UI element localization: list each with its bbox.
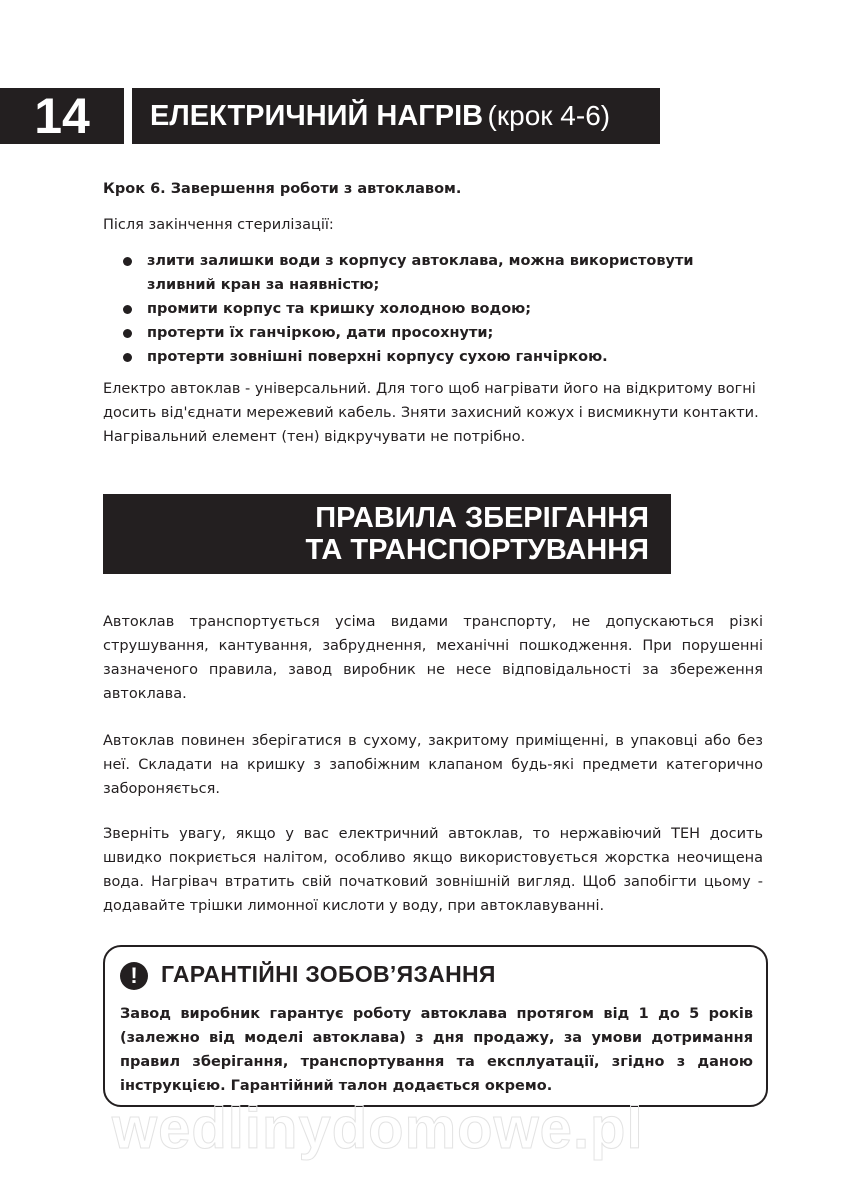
bullet-dot-icon	[123, 305, 132, 314]
storage-title-line-1: ПРАВИЛА ЗБЕРІГАННЯ	[315, 502, 649, 534]
storage-paragraph-storage: Автоклав повинен зберігатися в сухому, закритому приміщенні, в упаковці або без неї. Складати на кришку з запобіжним клапаном будь-які предмети категорично забороняється.	[103, 733, 763, 797]
step-6-bullet-list	[103, 249, 763, 369]
step-6-title: Крок 6. Завершення роботи з автоклавом.	[103, 181, 462, 197]
bullet-item: протерти їх ганчіркою, дати просохнути;	[103, 321, 763, 345]
bullet-dot-icon	[123, 353, 132, 362]
storage-paragraph-heater: Зверніть увагу, якщо у вас електричний автоклав, то нержавіючий ТЕН досить швидко покриється налітом, особливо якщо використовується жорстка неочищена вода. Нагрівач втратить свій початковий зовнішній вигляд. Щоб запобігти цьому - додавайте трішки лимонної кислоти у воду, при автоклавуванні.	[103, 826, 763, 914]
warranty-title: ГАРАНТІЙНІ ЗОБОВ’ЯЗАННЯ	[161, 961, 496, 987]
step-6-intro: Після закінчення стерилізації:	[103, 217, 334, 233]
page-number: 14	[0, 88, 124, 144]
step-6-note: Електро автоклав - універсальний. Для того щоб нагрівати його на відкритому вогні досить від'єднати мережевий кабель. Зняти захисний кожух і висмикнути контакти. Нагрівальний елемент (тен) відкручувати не потрібно.	[103, 381, 759, 445]
storage-paragraph-transport: Автоклав транспортується усіма видами транспорту, не допускаються різкі струшування, кантування, забруднення, механічні пошкодження. При порушенні зазначеного правила, завод виробник не несе відповідальності за збереження автоклава.	[103, 614, 763, 702]
exclamation-icon: !	[120, 962, 148, 990]
warranty-box	[103, 945, 768, 1107]
bullet-dot-icon	[123, 257, 132, 266]
bullet-dot-icon	[123, 329, 132, 338]
header-subtitle: (крок 4-6)	[487, 100, 611, 131]
watermark: wedlinydomowe.pl	[112, 1096, 644, 1161]
storage-section-title	[103, 494, 671, 574]
header-title: ЕЛЕКТРИЧНИЙ НАГРІВ	[150, 100, 484, 132]
bullet-item: протерти зовнішні поверхні корпусу сухою ганчіркою.	[103, 345, 763, 369]
storage-title-line-2: ТА ТРАНСПОРТУВАННЯ	[305, 534, 649, 566]
page-header	[132, 88, 660, 144]
warranty-body: Завод виробник гарантує роботу автоклава протягом від 1 до 5 років (залежно від моделі автоклава) з дня продажу, за умови дотримання правил зберігання, транспортування та експлуатації, згідно з даною інструкцією. Гарантійний талон додається окремо.	[120, 1006, 753, 1094]
bullet-item: злити залишки води з корпусу автоклава, можна використовути зливний кран за наявністю;	[103, 249, 763, 297]
bullet-item: промити корпус та кришку холодною водою;	[103, 297, 763, 321]
